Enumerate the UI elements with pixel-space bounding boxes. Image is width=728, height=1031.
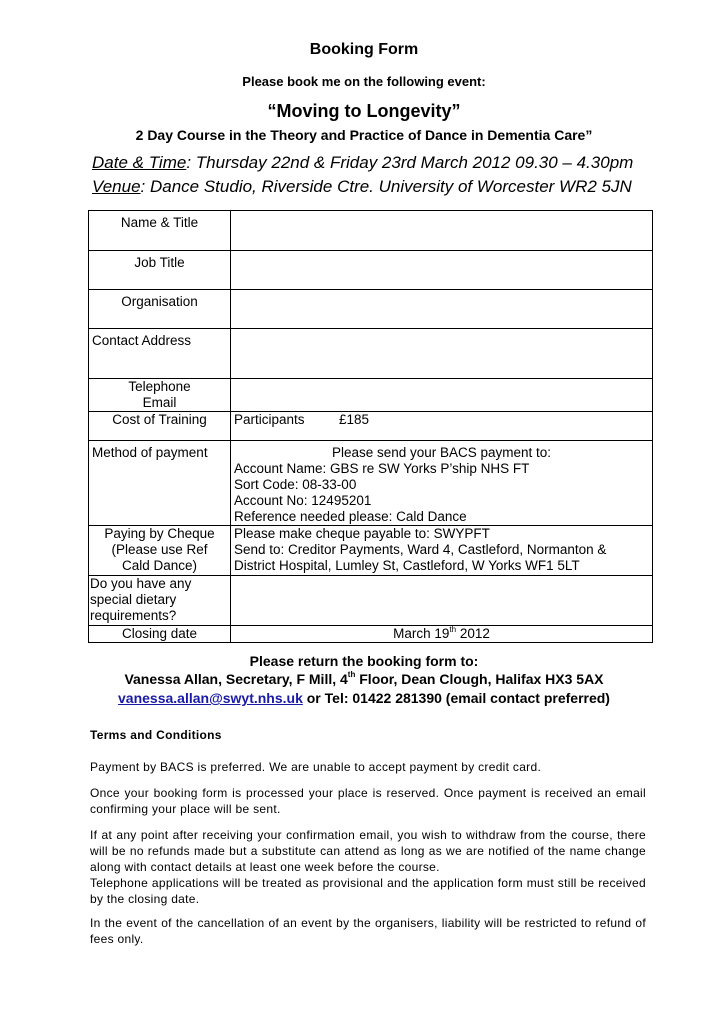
terms-heading: Terms and Conditions [90,728,222,742]
paying-by-cheque-label [89,526,231,576]
organisation-field[interactable] [231,290,653,329]
bacs-account-name: Account Name: GBS re SW Yorks P’ship NHS FT [234,461,530,476]
cheque-send-to-address: District Hospital, Lumley St, Castleford, W Yorks WF1 5LT [234,558,580,573]
cheque-send-to: Send to: Creditor Payments, Ward 4, Castleford, Normanton & [234,542,607,557]
organisation-label: Organisation [89,290,231,329]
cheque-label-line: Paying by Cheque [104,526,215,541]
closing-date-label: Closing date [89,626,231,643]
price-value: £185 [339,412,370,427]
course-title: 2 Day Course in the Theory and Practice of Dance in Dementia Care” [135,127,593,143]
closing-date-suffix: th [449,625,457,634]
dietary-requirements-label [89,576,231,626]
cheque-details [231,526,653,576]
diet-label-line: requirements? [90,608,177,623]
name-title-field[interactable] [231,211,653,251]
telephone-email-label [89,379,231,412]
terms-paragraph: Once your booking form is processed your place is reserved. Once payment is received an email confirming your place will be sent. [90,786,646,816]
email-label: Email [142,395,177,410]
cheque-payable: Please make cheque payable to: SWYPFT [234,526,490,541]
terms-paragraph [90,827,646,907]
date-time-line [92,153,633,173]
bacs-account-number: Account No: 12495201 [234,493,372,508]
date-time-label: Date & Time [92,153,187,172]
venue-label: Venue [92,177,141,196]
contact-address-field[interactable] [231,329,653,379]
return-telephone: or Tel: 01422 281390 (email contact preferred) [302,690,610,706]
contact-address-label: Contact Address [89,329,231,379]
terms-telephone: Telephone applications will be treated as provisional and the application form must still be received by the closing date. [90,876,646,906]
bacs-sort-code: Sort Code: 08-33-00 [234,477,357,492]
cost-of-training-value [231,412,653,441]
return-heading: Please return the booking form to: [249,653,479,669]
closing-date-year: 2012 [456,626,490,641]
return-address [0,671,728,687]
name-title-label: Name & Title [89,211,231,251]
closing-date-month: March 19 [393,626,450,641]
terms-paragraph: In the event of the cancellation of an event by the organisers, liability will be restricted to refund of fees only. [90,916,646,946]
diet-label-line: Do you have any [90,576,192,591]
return-contact [0,690,728,706]
job-title-field[interactable] [231,251,653,290]
page-title: Booking Form [309,41,419,58]
participants-label: Participants [234,412,305,427]
event-name: “Moving to Longevity” [267,101,461,121]
return-address-pre: Vanessa Allan, Secretary, F Mill, 4 [124,671,348,687]
method-of-payment-label: Method of payment [89,441,231,526]
cost-of-training-label: Cost of Training [89,412,231,441]
cheque-label-line: Cald Dance) [121,558,198,573]
date-time-value: : Thursday 22nd & Friday 23rd March 2012 09.30 – 4.30pm [186,153,634,172]
diet-label-line: special dietary [90,592,177,607]
return-address-post: Floor, Dean Clough, Halifax HX3 5AX [355,671,604,687]
return-email-link[interactable]: vanessa.allan@swyt.nhs.uk [118,690,303,706]
dietary-requirements-field[interactable] [231,576,653,626]
bacs-heading: Please send your BACS payment to: [331,445,552,460]
bacs-details [231,441,653,526]
closing-date-value [231,626,653,643]
venue-line [92,177,632,197]
terms-withdrawal: If at any point after receiving your confirmation email, you wish to withdraw from the course, there will be no refunds made but a substitute can attend as long as we are notified of the name change along with contact details at least one week before the course. [90,828,646,874]
page-subtitle: Please book me on the following event: [242,74,486,89]
cheque-label-line: (Please use Ref [111,542,208,557]
bacs-reference: Reference needed please: Cald Dance [234,509,467,524]
booking-form-table [88,210,653,643]
telephone-label: Telephone [128,379,191,394]
terms-paragraph: Payment by BACS is preferred. We are unable to accept payment by credit card. [90,760,542,774]
telephone-email-field[interactable] [231,379,653,412]
return-address-suffix: th [347,670,356,679]
venue-value: : Dance Studio, Riverside Ctre. University of Worcester WR2 5JN [140,177,632,196]
job-title-label: Job Title [89,251,231,290]
